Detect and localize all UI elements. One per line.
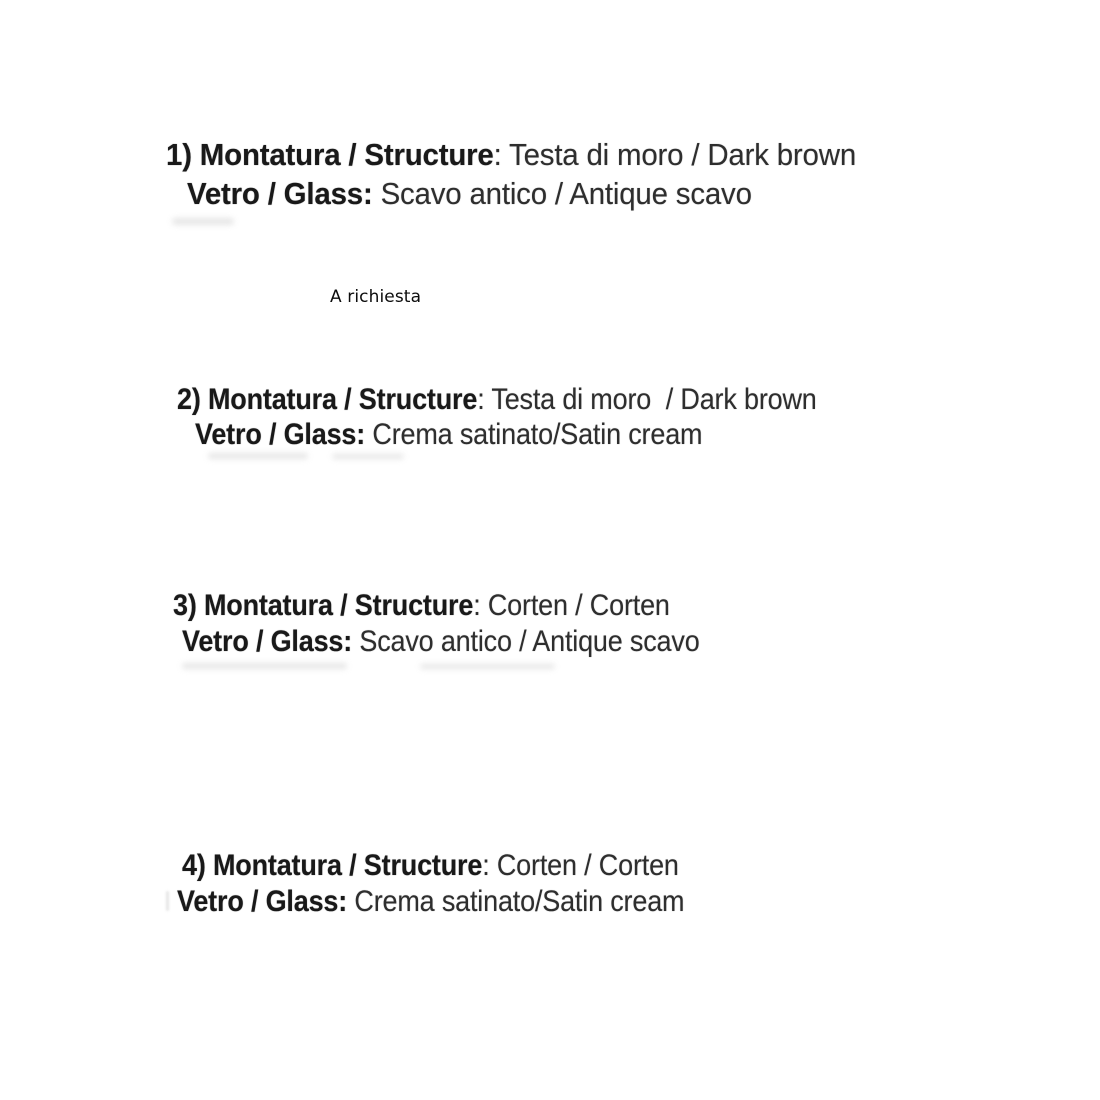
option-4-glass-line — [177, 884, 684, 919]
option-3-glass-line — [182, 624, 700, 659]
smudge-artifact — [208, 453, 308, 459]
option-4-structure-value: : Corten / Corten — [482, 849, 679, 882]
option-1-structure-line — [166, 137, 856, 173]
smudge-artifact — [172, 218, 234, 225]
option-1-structure-value: : Testa di moro / Dark brown — [493, 137, 857, 172]
smudge-artifact — [332, 454, 404, 459]
option-4-glass-label: Vetro / Glass: — [177, 885, 348, 918]
option-3-structure-value: : Corten / Corten — [473, 589, 670, 622]
option-4-glass-value: Crema satinato/Satin cream — [347, 885, 685, 918]
option-1-glass-value: Scavo antico / Antique scavo — [372, 176, 752, 211]
option-2-glass-label: Vetro / Glass: — [195, 418, 366, 451]
smudge-artifact — [182, 663, 347, 669]
option-3-structure-label: 3) Montatura / Structure — [173, 589, 474, 622]
smudge-artifact — [420, 664, 555, 669]
option-1-glass-label: Vetro / Glass: — [187, 176, 373, 211]
option-3-structure-line — [173, 588, 670, 623]
option-4-structure-label: 4) Montatura / Structure — [182, 849, 483, 882]
option-4-structure-line — [182, 848, 679, 883]
option-2-glass-value: Crema satinato/Satin cream — [365, 418, 703, 451]
note-a-richiesta: A richiesta — [330, 287, 422, 307]
option-3-glass-label: Vetro / Glass: — [182, 625, 353, 658]
smudge-artifact — [166, 891, 169, 911]
option-2-structure-value: : Testa di moro / Dark brown — [477, 383, 817, 416]
option-2-structure-line — [177, 382, 817, 417]
option-2-glass-line — [195, 417, 702, 452]
option-3-glass-value: Scavo antico / Antique scavo — [352, 625, 700, 658]
option-2-structure-label: 2) Montatura / Structure — [177, 383, 478, 416]
option-1-glass-line — [187, 176, 752, 212]
option-1-structure-label: 1) Montatura / Structure — [166, 137, 494, 172]
